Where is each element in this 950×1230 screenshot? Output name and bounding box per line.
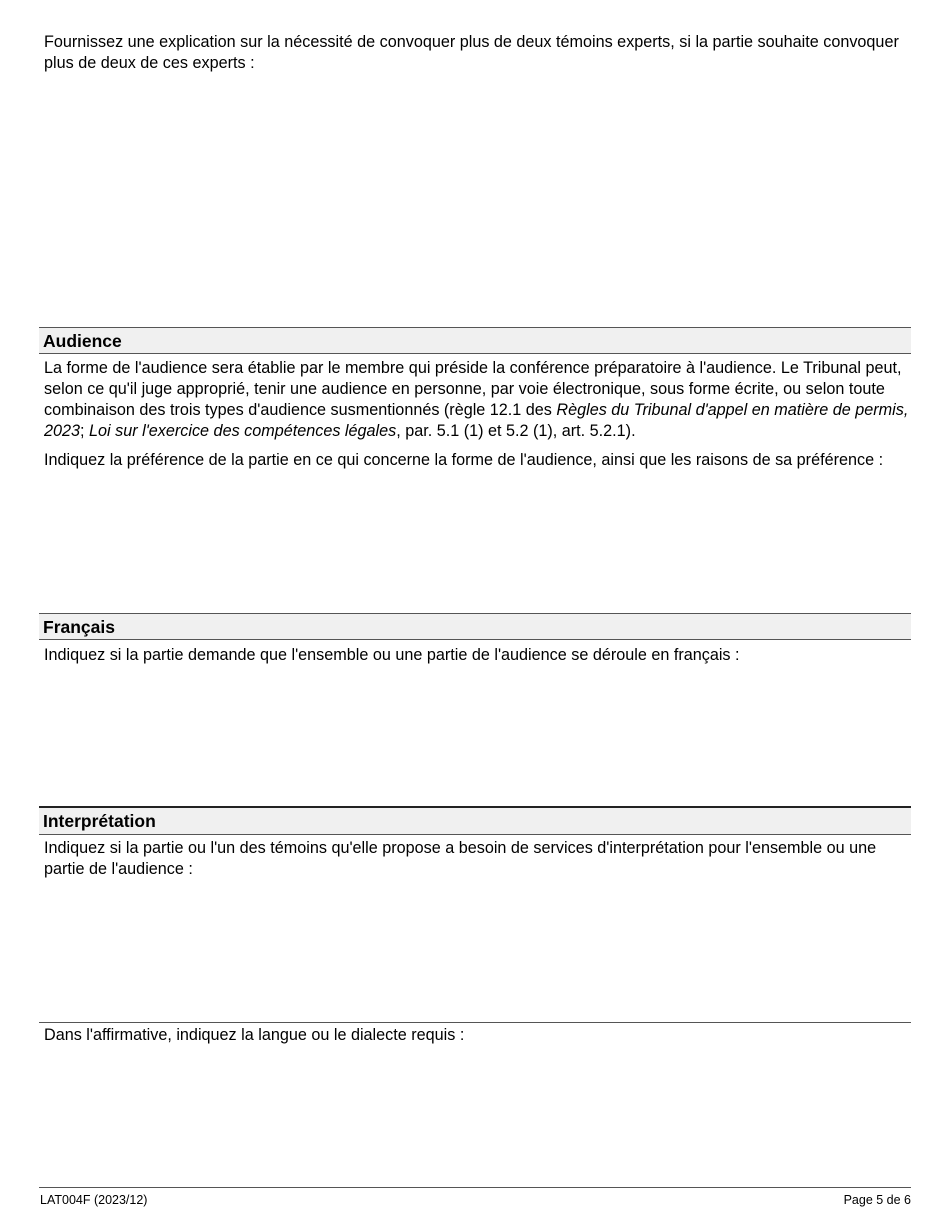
interpretation-section-header <box>39 806 911 835</box>
francais-answer-field[interactable] <box>44 670 911 800</box>
footer-rule <box>39 1187 911 1188</box>
francais-prompt: Indiquez si la partie demande que l'ensemble ou une partie de l'audience se déroule en français : <box>44 646 740 664</box>
interpretation-prompt: Indiquez si la partie ou l'un des témoins qu'elle propose a besoin de services d'interprétation pour l'ensemble ou une partie de l'audience : <box>44 839 877 878</box>
language-answer-field[interactable] <box>44 1050 911 1180</box>
expert-witnesses-prompt: Fournissez une explication sur la nécessité de convoquer plus de deux témoins experts, si la partie souhaite convoquer plus de deux de ces experts : <box>44 33 899 72</box>
francais-section-header <box>39 613 911 640</box>
act-title: Loi sur l'exercice des compétences légales <box>89 422 397 440</box>
audience-section-header <box>39 327 911 354</box>
divider <box>39 1022 911 1023</box>
audience-intro-text-1: La forme de l'audience sera établie par le membre qui préside la conférence préparatoire à l'audience. Le Tribunal peut, selon ce qu'il juge approprié, tenir une audience en personne, par voie électronique, sous forme écrite, ou selon toute combinaison des trois types d'audience susmentionnés (règle 12.1 des <box>44 359 902 419</box>
language-prompt: Dans l'affirmative, indiquez la langue ou le dialecte requis : <box>44 1026 465 1044</box>
audience-preference-answer-field[interactable] <box>44 476 911 608</box>
audience-preference-prompt: Indiquez la préférence de la partie en ce qui concerne la forme de l'audience, ainsi que les raisons de sa préférence : <box>44 451 884 469</box>
audience-section-title: Audience <box>43 331 122 351</box>
interpretation-section-title: Interprétation <box>43 811 156 831</box>
francais-section-title: Français <box>43 617 115 637</box>
page-number: Page 5 de 6 <box>843 1193 911 1207</box>
audience-intro-text-2: , par. 5.1 (1) et 5.2 (1), art. 5.2.1). <box>396 422 636 440</box>
form-id: LAT004F (2023/12) <box>40 1193 148 1207</box>
expert-witnesses-answer-field[interactable] <box>44 76 911 322</box>
interpretation-answer-field[interactable] <box>44 884 911 1018</box>
audience-intro-paragraph <box>44 358 914 442</box>
rules-title: Règles du Tribunal d'appel en matière de permis, 2023 <box>44 401 909 440</box>
citation-separator: ; <box>80 422 90 440</box>
